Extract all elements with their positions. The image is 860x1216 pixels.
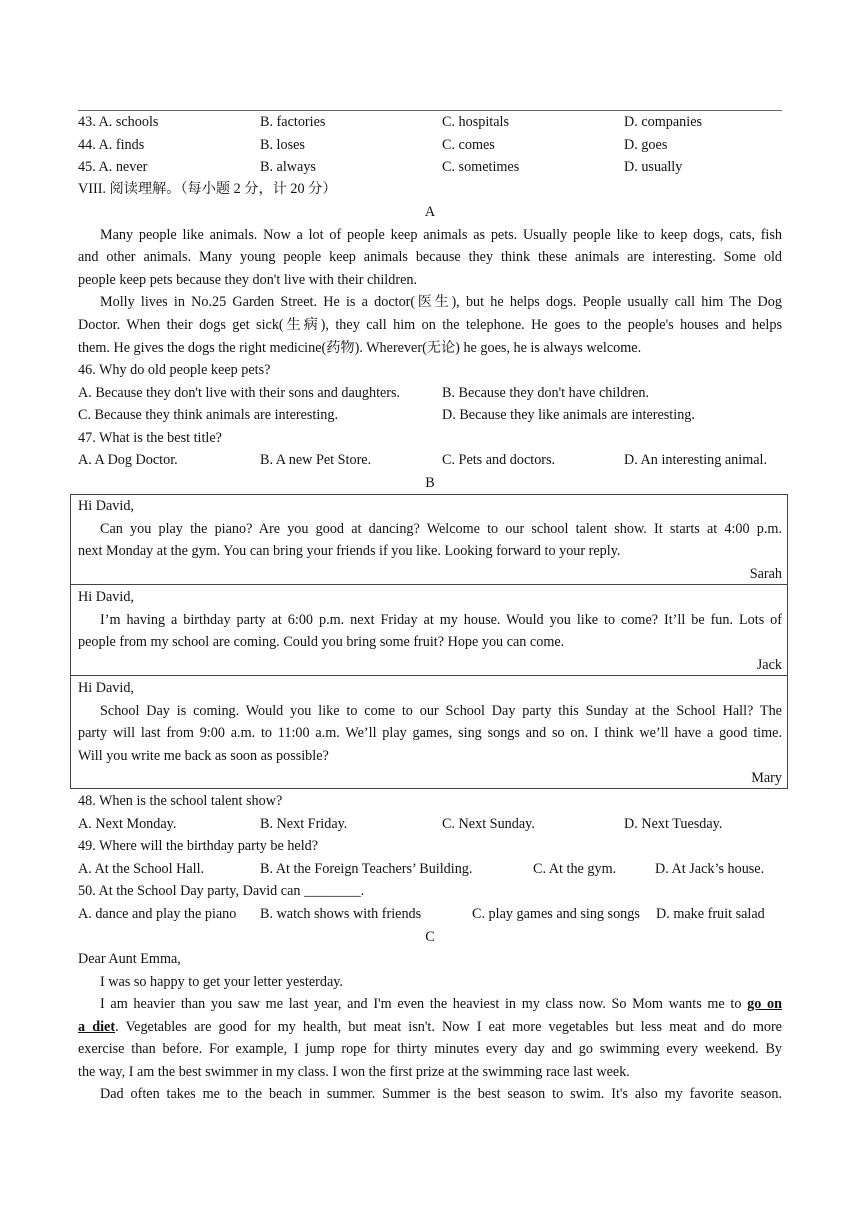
- q49-stem: 49. Where will the birthday party be held?: [78, 838, 319, 854]
- passage-a-p2-line2: Doctor. When their dogs get sick(生病), they call him on the telephone. He goes to the people's houses and helps: [78, 317, 782, 333]
- q47-c: C. Pets and doctors.: [442, 452, 556, 468]
- letter2-greeting: Hi David,: [78, 589, 134, 605]
- question-45-options: [78, 156, 782, 178]
- passage-a-p1-line1: Many people like animals. Now a lot of people keep animals as pets. Usually people like to keep dogs, cats, fish: [100, 227, 782, 243]
- q44-d: D. goes: [624, 137, 668, 153]
- q46-options-row1: [78, 382, 782, 404]
- passage-c-label: C: [425, 929, 435, 945]
- passage-c-p2-line1: I am heavier than you saw me last year, and I'm even the heaviest in my class now. So Mom wants me to go on: [100, 996, 782, 1012]
- q47-b: B. A new Pet Store.: [260, 452, 372, 468]
- passage-a-p2-line1: Molly lives in No.25 Garden Street. He is a doctor(医生), but he helps dogs. People usually call him The Dog: [100, 294, 782, 310]
- q48-options: [78, 813, 782, 835]
- q49-d: D. At Jack’s house.: [655, 861, 765, 877]
- passage-c-p2-line4: the way, I am the best swimmer in my class. I won the first prize at the swimming race last week.: [78, 1064, 630, 1080]
- letter3-line2: party will last from 9:00 a.m. to 11:00 a.m. We’ll play games, sing songs and so on. I think we’ll have a good time.: [78, 725, 782, 741]
- q50-options: [78, 903, 782, 925]
- q45-c: C. sometimes: [442, 159, 520, 175]
- q49-c: C. At the gym.: [533, 861, 617, 877]
- passage-c-greeting: Dear Aunt Emma,: [78, 951, 181, 967]
- q45-d: D. usually: [624, 159, 683, 175]
- q46-options-row2: [78, 404, 782, 426]
- letter3-signature: Mary: [751, 770, 782, 786]
- passage-a-p1-line2: and other animals. Many young people keep animals because they think these animals are interesting. Some old: [78, 249, 782, 265]
- q45-b: B. always: [260, 159, 316, 175]
- passage-c-p3-line1: Dad often takes me to the beach in summer. Summer is the best season to swim. It's also my favorite season.: [100, 1086, 782, 1102]
- q49-options: [78, 858, 782, 880]
- letter3-line3: Will you write me back as soon as possible?: [78, 748, 329, 764]
- q48-stem: 48. When is the school talent show?: [78, 793, 283, 809]
- q48-c: C. Next Sunday.: [442, 816, 535, 832]
- q50-d: D. make fruit salad: [656, 906, 765, 922]
- section-title: VIII. 阅读理解。（每小题 2 分，计 20 分）: [78, 181, 337, 197]
- q46-stem: 46. Why do old people keep pets?: [78, 362, 271, 378]
- passage-c-p1: I was so happy to get your letter yesterday.: [100, 974, 343, 990]
- letter1-signature: Sarah: [749, 566, 782, 582]
- passage-a-p2-line3: them. He gives the dogs the right medicine(药物). Wherever(无论) he goes, he is always welcome.: [78, 340, 642, 356]
- q44-a: 44. A. finds: [78, 137, 145, 153]
- passage-c-p2-line3: exercise than before. For example, I jump rope for thirty minutes every day and go swimming every weekend. By: [78, 1041, 782, 1057]
- letter2-line2: people from my school are coming. Could you bring some fruit? Hope you can come.: [78, 634, 565, 650]
- underlined-phrase-part1: go on: [747, 996, 782, 1012]
- q50-c: C. play games and sing songs: [472, 906, 640, 922]
- q43-c: C. hospitals: [442, 114, 510, 130]
- letter3-line1: School Day is coming. Would you like to come to our School Day party this Sunday at the School Hall? The: [100, 703, 782, 719]
- q46-c: C. Because they think animals are interesting.: [78, 407, 339, 423]
- q50-b: B. watch shows with friends: [260, 906, 422, 922]
- q43-d: D. companies: [624, 114, 703, 130]
- q49-b: B. At the Foreign Teachers’ Building.: [260, 861, 473, 877]
- passage-a-label: A: [424, 204, 436, 220]
- q44-b: B. loses: [260, 137, 305, 153]
- q48-d: D. Next Tuesday.: [624, 816, 723, 832]
- letter2-line1: I’m having a birthday party at 6:00 p.m. next Friday at my house. Would you like to come? It’ll be fun. Lots of: [100, 612, 782, 628]
- letter1-line2: next Monday at the gym. You can bring your friends if you like. Looking forward to your reply.: [78, 543, 621, 559]
- q47-d: D. An interesting animal.: [624, 452, 768, 468]
- letter2-signature: Jack: [756, 657, 782, 673]
- q46-a: A. Because they don't live with their sons and daughters.: [78, 385, 401, 401]
- q47-options: [78, 449, 782, 471]
- letter1-line1: Can you play the piano? Are you good at dancing? Welcome to our school talent show. It starts at 4:00 p.m.: [100, 521, 782, 537]
- q43-b: B. factories: [260, 114, 326, 130]
- question-44-options: [78, 134, 782, 156]
- q45-a: 45. A. never: [78, 159, 148, 175]
- q44-c: C. comes: [442, 137, 495, 153]
- underlined-phrase-part2: a diet: [78, 1019, 116, 1035]
- q43-a: 43. A. schools: [78, 114, 159, 130]
- q47-stem: 47. What is the best title?: [78, 430, 222, 446]
- letter1-greeting: Hi David,: [78, 498, 134, 514]
- q50-a: A. dance and play the piano: [78, 906, 237, 922]
- q46-d: D. Because they like animals are interesting.: [442, 407, 695, 423]
- question-43-options: [78, 111, 782, 133]
- passage-b-label: B: [425, 475, 435, 491]
- q48-b: B. Next Friday.: [260, 816, 348, 832]
- passage-c-p2-line2: a diet. Vegetables are good for my health, but meat isn't. Now I eat more vegetables but less meat and do more: [78, 1019, 782, 1035]
- q48-a: A. Next Monday.: [78, 816, 177, 832]
- q50-stem: 50. At the School Day party, David can ________.: [78, 883, 365, 899]
- q49-a: A. At the School Hall.: [78, 861, 205, 877]
- q46-b: B. Because they don't have children.: [442, 385, 650, 401]
- letter3-greeting: Hi David,: [78, 680, 134, 696]
- passage-a-p1-line3: people keep pets because they don't live with their children.: [78, 272, 418, 288]
- q47-a: A. A Dog Doctor.: [78, 452, 178, 468]
